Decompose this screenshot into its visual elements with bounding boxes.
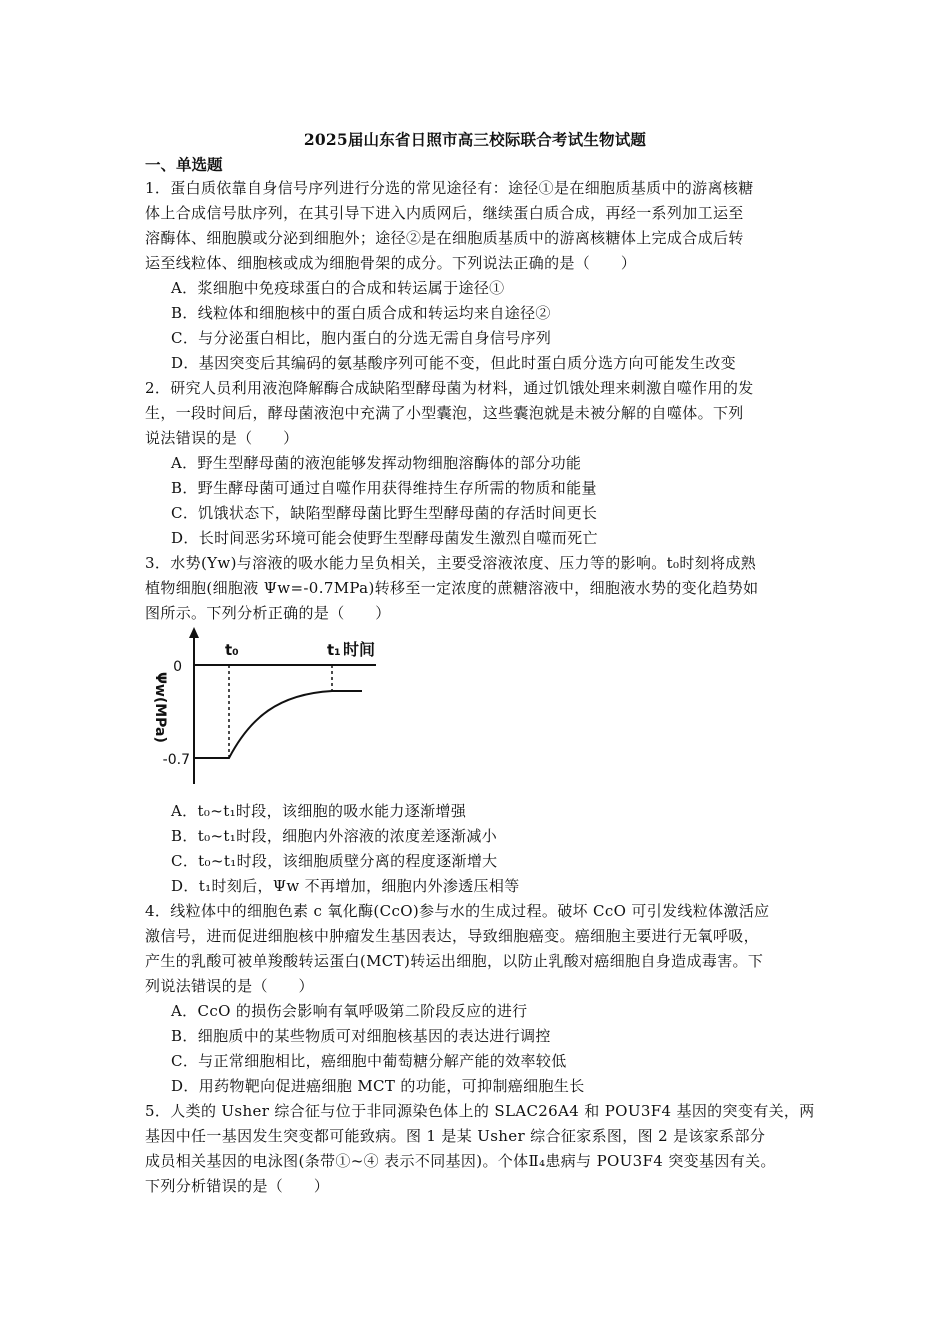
q2-option-d: D．长时间恶劣环境可能会使野生型酵母菌发生激烈自噬而死亡 — [171, 529, 598, 547]
q1-stem-line: 溶酶体、细胞膜或分泌到细胞外；途径②是在细胞质基质中的游离核糖体上完成合成后转 — [145, 229, 744, 247]
q1-stem-line: 体上合成信号肽序列，在其引导下进入内质网后，继续蛋白质合成，再经一系列加工运至 — [145, 204, 744, 222]
q4-stem-line: 列说法错误的是（ ） — [145, 977, 314, 995]
q4-stem-line: 产生的乳酸可被单羧酸转运蛋白(MCT)转运出细胞，以防止乳酸对癌细胞自身造成毒害。下 — [145, 952, 764, 970]
q5-stem-line: 下列分析错误的是（ ） — [145, 1177, 330, 1195]
q1-option-d: D．基因突变后其编码的氨基酸序列可能不变，但此时蛋白质分选方向可能发生改变 — [171, 354, 736, 372]
q1-option-b: B．线粒体和细胞核中的蛋白质合成和转运均来自途径② — [171, 304, 551, 322]
q2-stem-line: 生，一段时间后，酵母菌液泡中充满了小型囊泡，这些囊泡就是未被分解的自噬体。下列 — [145, 404, 744, 422]
q2-stem-line: 2．研究人员利用液泡降解酶合成缺陷型酵母菌为材料，通过饥饿处理来刺激自噬作用的发 — [145, 379, 754, 397]
q5-stem-line: 5．人类的 Usher 综合征与位于非同源染色体上的 SLAC26A4 和 POU3F4 基因的突变有关，两 — [145, 1102, 815, 1120]
q2-option-a: A．野生型酵母菌的液泡能够发挥动物细胞溶酶体的部分功能 — [171, 454, 582, 472]
water-potential-curve — [194, 691, 362, 758]
section-heading: 一、单选题 — [145, 155, 223, 174]
water-potential-figure — [140, 622, 400, 797]
q4-stem-line: 激信号，进而促进细胞核中肿瘤发生基因表达，导致细胞癌变。癌细胞主要进行无氧呼吸， — [145, 927, 760, 945]
q4-option-d: D．用药物靶向促进癌细胞 MCT 的功能，可抑制癌细胞生长 — [171, 1077, 585, 1095]
q3-option-b: B．t₀~t₁时段，细胞内外溶液的浓度差逐渐减小 — [171, 827, 498, 845]
q3-stem-line: 3．水势(Yw)与溶液的吸水能力呈负相关，主要受溶液浓度、压力等的影响。t₀时刻将成熟 — [145, 554, 757, 572]
q3-option-a: A．t₀~t₁时段，该细胞的吸水能力逐渐增强 — [171, 802, 467, 820]
q3-option-d: D．t₁时刻后，Ψw 不再增加，细胞内外渗透压相等 — [171, 877, 520, 895]
q1-option-a: A．浆细胞中免疫球蛋白的合成和转运属于途径① — [171, 279, 505, 297]
y-axis-label: Ψw(MPa) — [152, 672, 168, 743]
q5-stem-line: 成员相关基因的电泳图(条带①~④ 表示不同基因)。个体Ⅱ₄患病与 POU3F4 突变基因有关。 — [145, 1152, 776, 1170]
q1-stem-line: 运至线粒体、细胞核或成为细胞骨架的成分。下列说法正确的是（ ） — [145, 254, 637, 272]
y-tick-zero: 0 — [173, 659, 182, 675]
q3-stem-line: 植物细胞(细胞液 Ψw=-0.7MPa)转移至一定浓度的蔗糖溶液中，细胞液水势的变化趋势如 — [145, 579, 759, 597]
q4-option-c: C．与正常细胞相比，癌细胞中葡萄糖分解产能的效率较低 — [171, 1052, 567, 1070]
q3-stem-line: 图所示。下列分析正确的是（ ） — [145, 604, 391, 622]
q1-stem-line: 1．蛋白质依靠自身信号序列进行分选的常见途径有：途径①是在细胞质基质中的游离核糖 — [145, 179, 754, 197]
q4-option-b: B．细胞质中的某些物质可对细胞核基因的表达进行调控 — [171, 1027, 551, 1045]
q4-option-a: A．CcO 的损伤会影响有氧呼吸第二阶段反应的进行 — [171, 1002, 528, 1020]
q1-option-c: C．与分泌蛋白相比，胞内蛋白的分选无需自身信号序列 — [171, 329, 552, 347]
x-axis-label: 时间 — [343, 640, 376, 659]
q2-option-c: C．饥饿状态下，缺陷型酵母菌比野生型酵母菌的存活时间更长 — [171, 504, 598, 522]
q2-stem-line: 说法错误的是（ ） — [145, 429, 299, 447]
x-tick-t0: t₀ — [225, 641, 239, 659]
q3-option-c: C．t₀~t₁时段，该细胞质壁分离的程度逐渐增大 — [171, 852, 498, 870]
document-title: 2025届山东省日照市高三校际联合考试生物试题 — [303, 130, 647, 149]
q2-option-b: B．野生酵母菌可通过自噬作用获得维持生存所需的物质和能量 — [171, 479, 597, 497]
y-axis-arrow — [189, 627, 199, 638]
y-tick-minus: -0.7 — [162, 752, 190, 768]
q4-stem-line: 4．线粒体中的细胞色素 c 氧化酶(CcO)参与水的生成过程。破坏 CcO 可引发线粒体激活应 — [145, 902, 770, 920]
x-tick-t1: t₁ — [327, 641, 341, 659]
q5-stem-line: 基因中任一基因发生突变都可能致病。图 1 是某 Usher 综合征家系图，图 2 是该家系部分 — [145, 1127, 766, 1145]
